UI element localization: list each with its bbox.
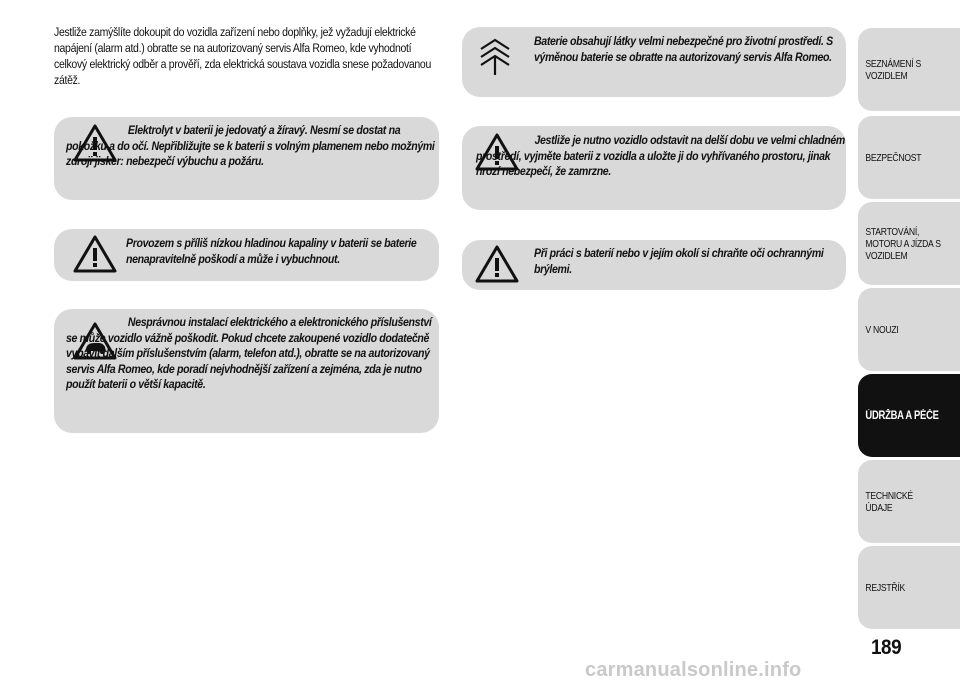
- intro-paragraph: Jestliže zamýšlíte dokoupit do vozidla zařízení nebo doplňky, jež vyžadují elektrické napájení (alarm atd.) obratte se na autorizovaný servis Alfa Romeo, kde vyhodnotí celkový elektrický odběr a prověří, zda elektrická soustava vozidla snese požadovanou zátěž.: [54, 25, 432, 87]
- tab-label: ÚDRŽBA A PÉČE: [865, 409, 939, 422]
- notice-storage: [462, 126, 846, 210]
- watermark: carmanualsonline.info: [585, 659, 802, 681]
- tab-v-nouzi[interactable]: [858, 288, 960, 371]
- tab-bezpecnost[interactable]: [858, 116, 960, 199]
- notice-storage-text: Jestliže je nutno vozidlo odstavit na delší dobu ve velmi chladném prostředí, vyjměte baterii z vozidla a uložte ji do vyhřívaného prostoru, jinak hrozí nebezpečí, že zamrzne.: [476, 133, 845, 178]
- notice-electrolyte-text: Elektrolyt v baterii je jedovatý a žíravý. Nesmí se dostat na pokožku a do očí. Nepřibližujte se k baterii s volným plamenem nebo možnými zdroji jisker: nebezpečí výbuchu a požáru.: [66, 123, 435, 168]
- tab-technicke-udaje[interactable]: [858, 460, 960, 543]
- notice-low-fluid-text: Provozem s příliš nízkou hladinou kapaliny v baterii se baterie nenapravitelně poškodí a může i vybuchnout.: [126, 236, 417, 266]
- warning-triangle-icon: [72, 234, 118, 274]
- tab-startovani[interactable]: [858, 202, 960, 285]
- tab-label: V NOUZI: [865, 323, 899, 336]
- tab-label: TECHNICKÉ ÚDAJE: [865, 489, 913, 514]
- tab-label: REJSTŘÍK: [865, 581, 906, 594]
- tree-environment-icon: [476, 35, 514, 77]
- notice-low-fluid: [54, 229, 439, 281]
- notice-environment: [462, 27, 846, 97]
- tab-label: STARTOVÁNÍ, MOTORU A JÍZDA S VOZIDLEM: [865, 225, 941, 262]
- notice-installation-text: Nesprávnou instalací elektrického a elektronického příslušenství se může vozidlo vážně poškodit. Pokud chcete zakoupené vozidlo dodatečně vybavit dalším příslušenstvím (alarm, telefon atd.), obratte se na autorizovaný servis Alfa Romeo, kde poradí nejvhodnější zařízení a zejména, zda je nutno použít baterii o větší kapacitě.: [66, 315, 432, 391]
- tab-label: BEZPEČNOST: [865, 151, 922, 164]
- notice-electrolyte: [54, 117, 439, 200]
- notice-installation: [54, 309, 439, 433]
- page-number: 189: [871, 636, 902, 659]
- tab-rejstrik[interactable]: [858, 546, 960, 629]
- tab-seznameni[interactable]: [858, 28, 960, 111]
- tab-label: SEZNÁMENÍ S VOZIDLEM: [865, 57, 922, 82]
- tab-udrzba[interactable]: [858, 374, 960, 457]
- notice-goggles-text: Při práci s baterií nebo v jejím okolí si chraňte oči ochrannými brýlemi.: [534, 246, 824, 276]
- warning-triangle-icon: [474, 244, 520, 284]
- notice-environment-text: Baterie obsahují látky velmi nebezpečné pro životní prostředí. S výměnou baterie se obratte na autorizovaný servis Alfa Romeo.: [534, 34, 833, 64]
- notice-goggles: [462, 240, 846, 290]
